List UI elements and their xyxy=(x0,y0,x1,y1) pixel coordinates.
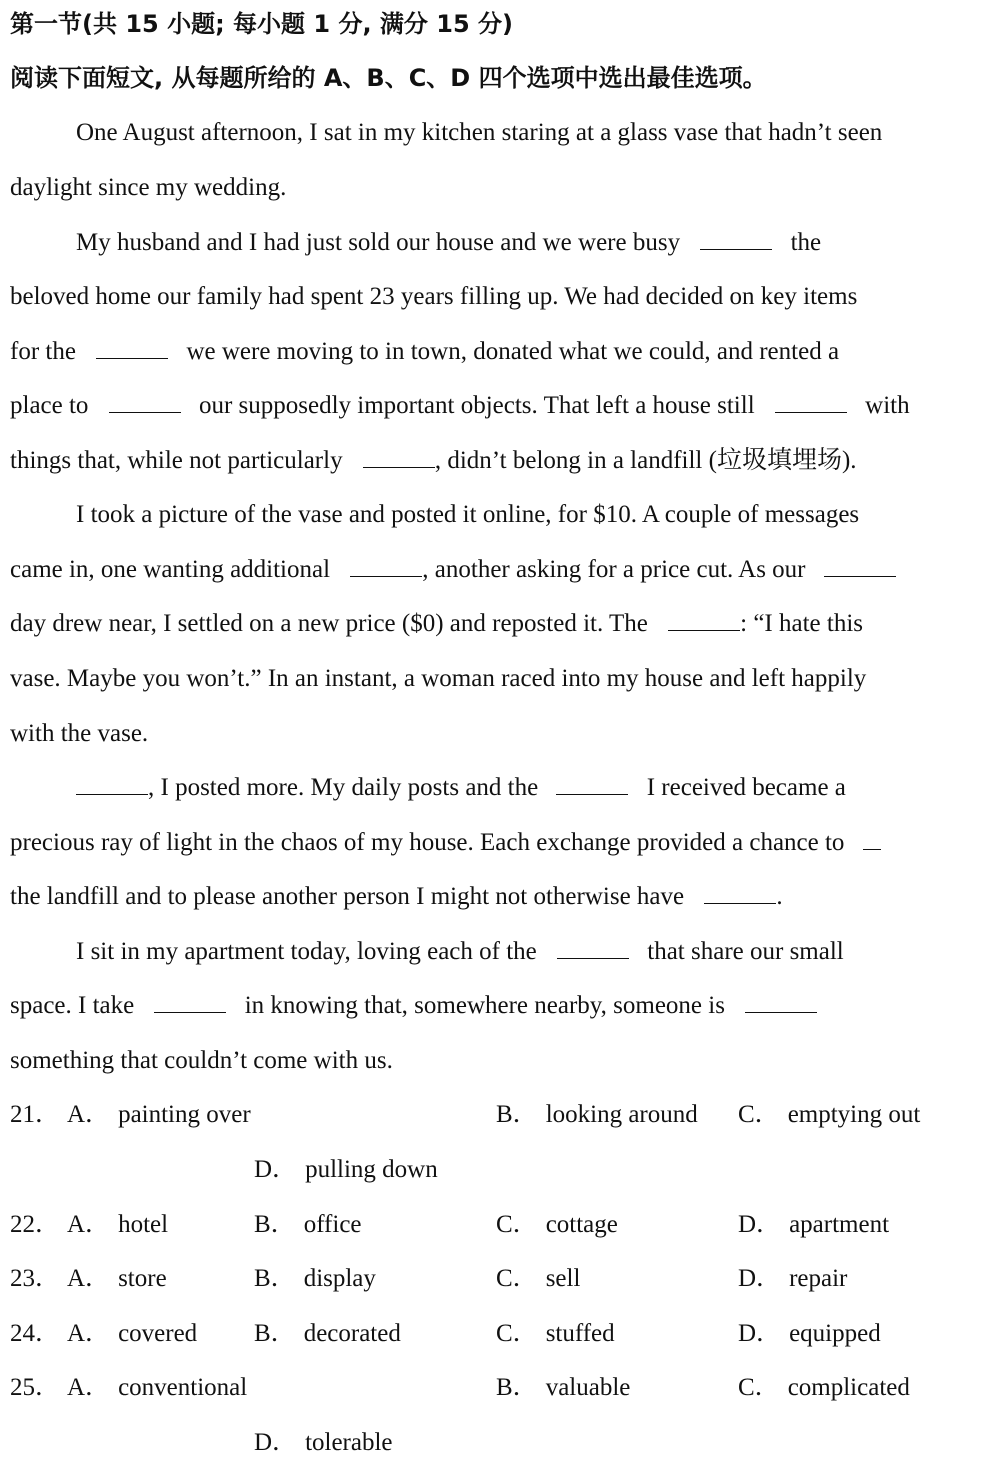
passage-line xyxy=(10,608,977,640)
passage-text: our supposedly important objects. That left a house still xyxy=(198,392,755,419)
option-text: equipped xyxy=(789,1320,881,1347)
answer-blank-24[interactable] xyxy=(775,390,847,413)
option-label: B． xyxy=(254,1211,296,1238)
passage-text: , another asking for a price cut. As our xyxy=(422,556,806,583)
option-b[interactable] xyxy=(496,1372,630,1404)
option-d[interactable] xyxy=(254,1427,393,1459)
option-d[interactable] xyxy=(254,1154,438,1186)
passage-text: I sit in my apartment today, loving each of the xyxy=(76,938,537,965)
passage-line: beloved home our family had spent 23 years filling up. We had decided on key items xyxy=(10,283,858,310)
option-text: cottage xyxy=(545,1211,618,1238)
question-number: 25． xyxy=(10,1374,61,1401)
answer-blank-25[interactable] xyxy=(363,445,435,468)
passage-text: day drew near, I settled on a new price ($0) and reposted it. The xyxy=(10,610,648,637)
section-title: 第一节(共 15 小题; 每小题 1 分, 满分 15 分) xyxy=(10,10,513,38)
option-text: display xyxy=(303,1265,376,1292)
passage-line: I took a picture of the vase and posted it online, for $10. A couple of messages xyxy=(76,501,860,528)
passage-line: something that couldn’t come with us. xyxy=(10,1047,393,1074)
option-label: B． xyxy=(254,1320,296,1347)
passage-line xyxy=(76,772,977,804)
option-text: sell xyxy=(545,1265,581,1292)
passage-text: , didn’t belong in a landfill (垃圾填埋场). xyxy=(434,447,857,474)
question-number: 21． xyxy=(10,1101,61,1128)
answer-blank-27[interactable] xyxy=(824,554,896,577)
passage-text: in knowing that, somewhere nearby, someone is xyxy=(244,992,725,1019)
option-label: C． xyxy=(496,1211,538,1238)
passage-text: space. I take xyxy=(10,992,135,1019)
option-a[interactable] xyxy=(67,1099,251,1131)
option-d[interactable] xyxy=(738,1318,881,1350)
option-label: D． xyxy=(738,1211,782,1238)
answer-blank-22[interactable] xyxy=(96,336,168,359)
option-label: A． xyxy=(67,1211,111,1238)
passage-text: things that, while not particularly xyxy=(10,447,343,474)
option-d[interactable] xyxy=(738,1263,847,1295)
option-text: looking around xyxy=(545,1101,698,1128)
option-label: A． xyxy=(67,1374,111,1401)
option-text: repair xyxy=(789,1265,848,1292)
option-text: tolerable xyxy=(305,1429,393,1456)
passage-line xyxy=(10,881,977,913)
passage-line: daylight since my wedding. xyxy=(10,174,287,201)
passage-line xyxy=(76,227,977,259)
option-d[interactable] xyxy=(738,1209,889,1241)
passage-text: : “I hate this xyxy=(740,610,864,637)
option-text: decorated xyxy=(303,1320,401,1347)
answer-blank-21[interactable] xyxy=(700,227,772,250)
answer-blank-32[interactable] xyxy=(704,881,776,904)
option-text: hotel xyxy=(118,1211,169,1238)
passage-line: with the vase. xyxy=(10,720,149,747)
option-c[interactable] xyxy=(496,1209,618,1241)
option-c[interactable] xyxy=(738,1372,910,1404)
option-text: complicated xyxy=(787,1374,910,1401)
passage-text: came in, one wanting additional xyxy=(10,556,331,583)
option-b[interactable] xyxy=(254,1263,376,1295)
option-text: emptying out xyxy=(787,1101,921,1128)
passage-text: the xyxy=(790,229,822,256)
passage-text: we were moving to in town, donated what we could, and rented a xyxy=(186,338,840,365)
option-text: stuffed xyxy=(545,1320,615,1347)
option-label: C． xyxy=(496,1265,538,1292)
option-label: B． xyxy=(254,1265,296,1292)
passage-line xyxy=(10,390,977,422)
section-instruction: 阅读下面短文, 从每题所给的 A、B、C、D 四个选项中选出最佳选项。 xyxy=(10,64,767,92)
option-c[interactable] xyxy=(496,1318,615,1350)
answer-blank-31[interactable] xyxy=(863,827,881,850)
option-a[interactable] xyxy=(67,1318,197,1350)
answer-blank-29[interactable] xyxy=(76,772,148,795)
option-a[interactable] xyxy=(67,1372,247,1404)
question-number: 23． xyxy=(10,1265,61,1292)
option-label: A． xyxy=(67,1101,111,1128)
passage-text: the landfill and to please another person I might not otherwise have xyxy=(10,883,685,910)
passage-text: that share our small xyxy=(647,938,844,965)
question-number: 24． xyxy=(10,1320,61,1347)
passage-line: One August afternoon, I sat in my kitchen staring at a glass vase that hadn’t seen xyxy=(76,119,883,146)
question-number: 22． xyxy=(10,1211,61,1238)
option-text: valuable xyxy=(545,1374,631,1401)
option-label: C． xyxy=(738,1374,780,1401)
option-a[interactable] xyxy=(67,1263,167,1295)
passage-text: , I posted more. My daily posts and the xyxy=(148,774,539,801)
passage-line: vase. Maybe you won’t.” In an instant, a woman raced into my house and left happily xyxy=(10,665,867,692)
option-label: A． xyxy=(67,1320,111,1347)
passage-line xyxy=(10,827,977,859)
passage-line xyxy=(10,554,977,586)
option-text: painting over xyxy=(118,1101,251,1128)
option-label: C． xyxy=(738,1101,780,1128)
option-b[interactable] xyxy=(496,1099,698,1131)
option-label: B． xyxy=(496,1101,538,1128)
answer-blank-23[interactable] xyxy=(109,390,181,413)
option-b[interactable] xyxy=(254,1318,401,1350)
answer-blank-30[interactable] xyxy=(556,772,628,795)
passage-text: precious ray of light in the chaos of my house. Each exchange provided a chance to xyxy=(10,829,845,856)
option-label: D． xyxy=(738,1265,782,1292)
passage-text: I received became a xyxy=(646,774,846,801)
option-label: C． xyxy=(496,1320,538,1347)
passage-text: . xyxy=(776,883,783,910)
passage-text: My husband and I had just sold our house and we were busy xyxy=(76,229,681,256)
passage-text: place to xyxy=(10,392,89,419)
passage-line xyxy=(10,990,977,1022)
option-text: office xyxy=(303,1211,362,1238)
answer-blank-34[interactable] xyxy=(154,990,226,1013)
option-label: A． xyxy=(67,1265,111,1292)
answer-blank-28[interactable] xyxy=(668,608,740,631)
passage-text: with xyxy=(865,392,910,419)
option-c[interactable] xyxy=(738,1099,920,1131)
option-c[interactable] xyxy=(496,1263,580,1295)
passage-line xyxy=(10,445,977,477)
option-b[interactable] xyxy=(254,1209,362,1241)
option-label: D． xyxy=(254,1156,298,1183)
option-label: B． xyxy=(496,1374,538,1401)
option-text: apartment xyxy=(789,1211,890,1238)
option-text: covered xyxy=(118,1320,198,1347)
answer-blank-35[interactable] xyxy=(745,990,817,1013)
passage-text: for the xyxy=(10,338,76,365)
option-label: D． xyxy=(738,1320,782,1347)
option-a[interactable] xyxy=(67,1209,168,1241)
option-label: D． xyxy=(254,1429,298,1456)
passage-line xyxy=(76,936,977,968)
answer-blank-26[interactable] xyxy=(350,554,422,577)
passage-line xyxy=(10,336,977,368)
option-text: store xyxy=(118,1265,167,1292)
option-text: conventional xyxy=(118,1374,248,1401)
option-text: pulling down xyxy=(305,1156,438,1183)
answer-blank-33[interactable] xyxy=(557,936,629,959)
